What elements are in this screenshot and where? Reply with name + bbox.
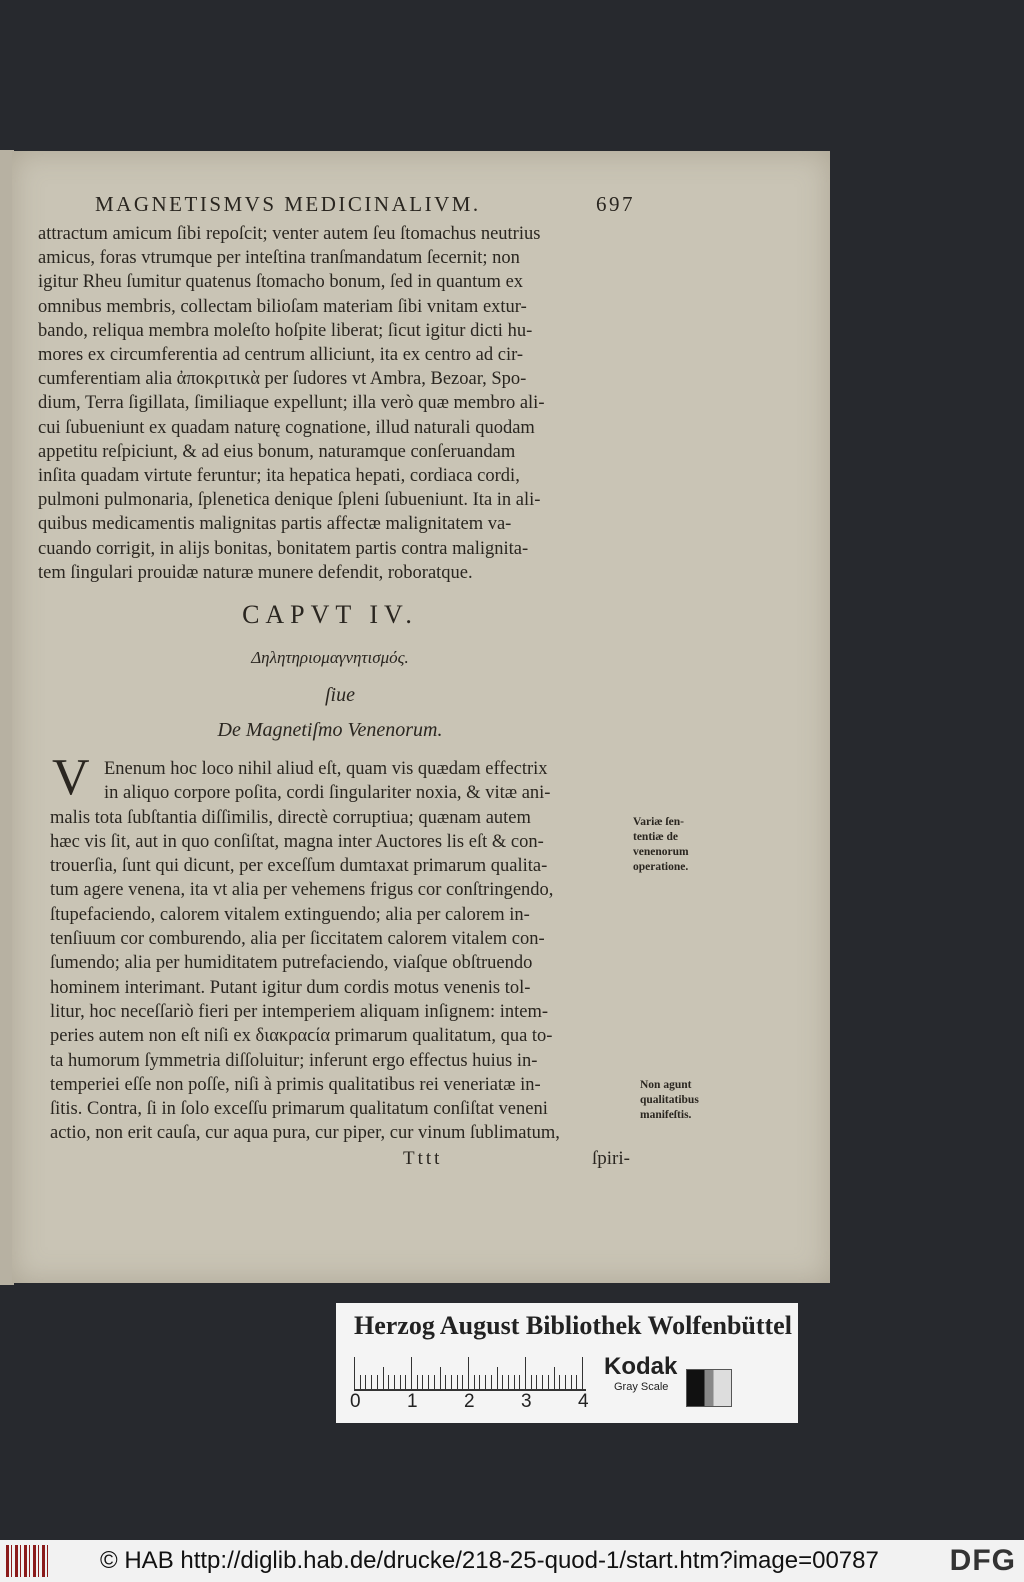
margin-note-line: venenorum — [633, 846, 689, 858]
chapter-sive: ſiue — [325, 684, 355, 706]
chapter-text-line: temperiei eſſe non poſſe, niſi à primis qualitatibus rei veneriatæ in- — [50, 1074, 541, 1095]
ruler-tick — [428, 1375, 429, 1389]
ruler-tick — [354, 1357, 355, 1389]
ruler-tick — [371, 1375, 372, 1389]
chapter-text-line: ſitis. Contra, ſi in ſolo exceſſu primarum qualitatum conſiſtat veneni — [50, 1099, 548, 1120]
ruler-tick — [474, 1375, 475, 1389]
text-line: appetitu reſpiciunt, & ad eius bonum, naturamque conſeruandam — [38, 441, 516, 462]
text-line: cumferentiam alia ἀποκριτικὰ per ſudores vt Ambra, Bezoar, Spo- — [38, 369, 527, 390]
text-line: cuando corrigit, in alijs bonitas, bonitatem partis contra malignita- — [38, 538, 529, 559]
chapter-text-line: hominem interimant. Putant igitur dum cordis motus venenis tol- — [50, 977, 531, 998]
margin-note-line: qualitatibus — [640, 1094, 699, 1106]
ruler-tick — [400, 1375, 401, 1389]
ruler-tick — [519, 1375, 520, 1389]
chapter-text-line: litur, hoc neceſſariò fieri per intemperiem aliquam inſignem: intem- — [50, 1001, 549, 1022]
chapter-text-line: actio, non erit cauſa, cur aqua pura, cur piper, cur vinum ſublimatum, — [50, 1123, 560, 1144]
ruler-tick — [388, 1375, 389, 1389]
margin-note-line: operatione. — [633, 861, 689, 873]
signature-mark: Tttt — [403, 1148, 443, 1169]
scale-ruler — [354, 1355, 586, 1391]
ruler-tick — [462, 1375, 463, 1389]
chapter-text-line: in aliquo corpore poſita, cordi ſingulariter noxia, & vitæ ani- — [104, 783, 551, 804]
running-head-title: MAGNETISMVS MEDICINALIVM. — [95, 192, 481, 216]
running-head — [95, 192, 635, 217]
ruler-tick — [536, 1375, 537, 1389]
footer-copyright-link[interactable]: © HAB http://diglib.hab.de/drucke/218-25-quod-1/start.htm?image=00787 — [100, 1547, 879, 1574]
ruler-tick — [457, 1375, 458, 1389]
text-line: inſita quadam virtute feruntur; ita hepatica hepati, cordiaca cordi, — [38, 466, 520, 487]
chapter-text-line: peries autem non eſt niſi ex διακραϲία primarum qualitatum, qua to- — [50, 1026, 553, 1047]
ruler-tick — [531, 1375, 532, 1389]
ruler-tick — [508, 1375, 509, 1389]
text-line: tem ſingulari prouidæ naturæ munere defendit, roboratque. — [38, 562, 473, 583]
text-line: omnibus membris, collectam bilioſam materiam ſibi vnitam extur- — [38, 296, 527, 317]
margin-note-opinions — [633, 815, 723, 875]
ruler-tick — [491, 1375, 492, 1389]
chapter-text-line: trouerſia, ſunt qui dicunt, per exceſſum dumtaxat primarum qualita- — [50, 856, 548, 877]
text-line: mores ex circumferentia ad centrum alliciunt, ita ex centro ad cir- — [38, 345, 524, 366]
text-line: dium, Terra ſigillata, ſimiliaque expellunt; illa verò quæ membro ali- — [38, 393, 545, 414]
ruler-number: 2 — [464, 1391, 475, 1412]
ruler-tick — [559, 1375, 560, 1389]
margin-note-line: tentiæ de — [633, 831, 679, 843]
chapter-text-line: Enenum hoc loco nihil aliud eſt, quam vis quædam effectrix — [104, 759, 548, 779]
dfg-logo: DFG — [949, 1544, 1016, 1577]
chapter-text-line: ſumendo; alia per humiditatem putrefaciendo, viaſque obſtruendo — [50, 953, 533, 974]
ruler-tick — [576, 1375, 577, 1389]
hab-barcode-icon — [6, 1545, 48, 1577]
gray-scale-label: Gray Scale — [614, 1381, 669, 1393]
chapter-text-line: ſtupefaciendo, calorem vitalem extinguendo; alia per calorem in- — [50, 904, 530, 925]
institution-name: Herzog August Bibliothek Wolfenbüttel — [354, 1311, 792, 1340]
margin-note-line: Variæ ſen- — [633, 816, 685, 828]
chapter-text-line: hæc vis ſit, aut in quo conſiſtat, magna inter Auctores lis eſt & con- — [50, 831, 544, 852]
ruler-tick — [479, 1375, 480, 1389]
ruler-tick — [440, 1367, 441, 1389]
chapter-text-line: tenſiuum cor comburendo, alia per ſiccitatem calorem vitalem con- — [50, 929, 545, 950]
ruler-number: 3 — [521, 1391, 532, 1412]
ruler-tick — [514, 1375, 515, 1389]
ruler-tick — [468, 1357, 469, 1389]
margin-note-line: manifeſtis. — [640, 1109, 692, 1121]
kodak-logo: Kodak — [604, 1353, 678, 1380]
ruler-tick — [422, 1375, 423, 1389]
ruler-tick — [445, 1375, 446, 1389]
ruler-tick — [383, 1367, 384, 1389]
page-number: 697 — [596, 192, 635, 216]
text-line: cui ſubueniunt ex quadam naturę cognatione, illud naturali quodam — [38, 417, 535, 438]
ruler-tick — [360, 1375, 361, 1389]
color-target-card — [336, 1303, 798, 1423]
body-text — [38, 222, 633, 585]
chapter-greek-title: Δηλητηριομαγνητισμός. — [251, 648, 409, 667]
gray-scale-swatch — [686, 1369, 732, 1407]
ruler-tick — [394, 1375, 395, 1389]
ruler-tick — [434, 1375, 435, 1389]
ruler-number: 0 — [350, 1391, 361, 1412]
ruler-tick — [497, 1367, 498, 1389]
chapter-text-line: tum agere venena, ita vt alia per vehemens frigus cor conſtringendo, — [50, 880, 554, 901]
text-line: pulmoni pulmonaria, ſplenetica denique ſpleni ſubueniunt. Ita in ali- — [38, 490, 541, 511]
ruler-tick — [582, 1357, 583, 1389]
ruler-tick — [365, 1375, 366, 1389]
drop-cap: V — [52, 749, 90, 806]
footer-bar — [0, 1540, 1024, 1582]
text-line: amicus, foras vtrumque per inteſtina tranſmandatum ſecernit; non — [38, 248, 520, 269]
ruler-tick — [502, 1375, 503, 1389]
ruler-tick — [548, 1375, 549, 1389]
ruler-tick — [542, 1375, 543, 1389]
ruler-number: 4 — [578, 1391, 589, 1412]
ruler-tick — [411, 1357, 412, 1389]
ruler-tick — [485, 1375, 486, 1389]
ruler-tick — [525, 1357, 526, 1389]
margin-note-qualities — [640, 1078, 730, 1123]
ruler-tick — [377, 1375, 378, 1389]
ruler-tick — [417, 1375, 418, 1389]
ruler-tick — [405, 1375, 406, 1389]
chapter-subtitle: De Magnetiſmo Venenorum. — [217, 719, 443, 741]
chapter-text-line: malis tota ſubſtantia diſſimilis, directè corruptiua; quænam autem — [50, 807, 531, 828]
text-line: attractum amicum ſibi repoſcit; venter autem ſeu ſtomachus neutrius — [38, 224, 541, 244]
ruler-number: 1 — [407, 1391, 418, 1412]
text-line: quibus medicamentis malignitas partis affectæ malignitatem va- — [38, 514, 512, 535]
chapter-body-text — [50, 757, 635, 1146]
text-line: igitur Rheu ſumitur quatenus ſtomacho bonum, ſed in quantum ex — [38, 272, 524, 293]
chapter-heading: CAPVT IV. — [242, 600, 418, 629]
text-line: bando, reliqua membra moleſto hoſpite liberat; ſicut igitur dicti hu- — [38, 320, 533, 341]
chapter-text-line: ta humorum ſymmetria diſſoluitur; inferunt ergo effectus huius in- — [50, 1050, 538, 1071]
catchword: ſpiri- — [592, 1148, 630, 1169]
ruler-tick — [451, 1375, 452, 1389]
ruler-tick — [571, 1375, 572, 1389]
ruler-tick — [554, 1367, 555, 1389]
ruler-tick — [565, 1375, 566, 1389]
margin-note-line: Non agunt — [640, 1079, 692, 1091]
